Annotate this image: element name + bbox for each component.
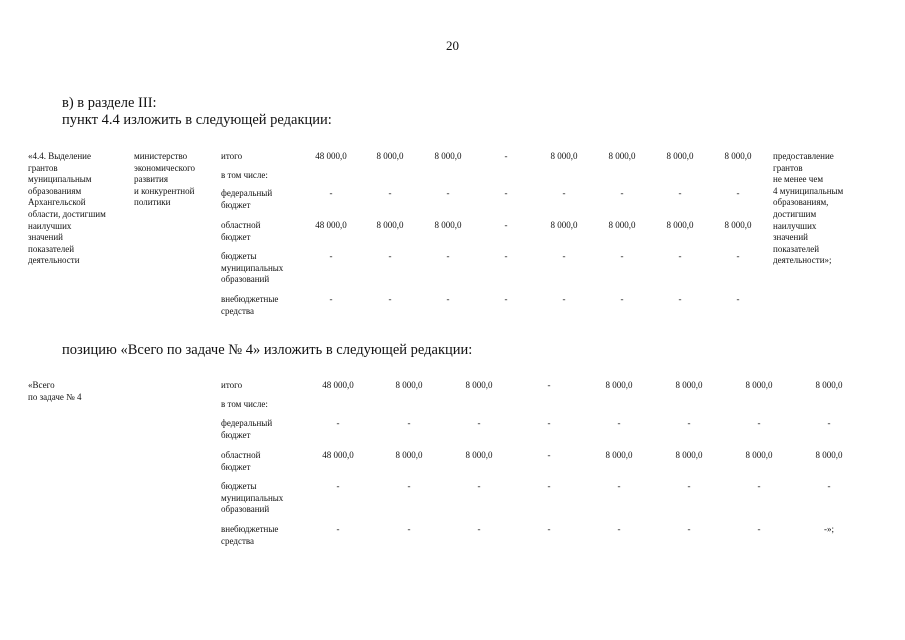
value-cell: - — [678, 294, 682, 304]
value-cell: - — [562, 251, 566, 261]
measure-cell: «4.4. Выделение грантов муниципальным образованиям Архангельской области, достигшим наилучших значений показателей деятельности — [28, 151, 106, 266]
value-cell: 8 000,0 — [815, 380, 843, 390]
value-cell: 8 000,0 — [608, 220, 636, 230]
row-label: итого — [221, 380, 243, 390]
row-label: областной бюджет — [221, 220, 261, 242]
value-cell: - — [617, 418, 621, 428]
value-cell: - — [477, 418, 481, 428]
row-label: бюджеты муниципальных образований — [221, 251, 284, 285]
value-cell: - — [336, 418, 340, 428]
value-cell: - — [617, 524, 621, 534]
value-cell: 8 000,0 — [376, 151, 404, 161]
value-cell: - — [504, 220, 508, 230]
value-cell: 8 000,0 — [434, 220, 462, 230]
value-cell: - — [687, 418, 691, 428]
value-cell: - — [477, 524, 481, 534]
value-cell: - — [757, 481, 761, 491]
section-heading: в) в разделе III: — [62, 95, 157, 111]
value-cell: - — [407, 418, 411, 428]
row-label: федеральный бюджет — [221, 418, 273, 440]
value-cell: - — [407, 524, 411, 534]
value-cell: - — [547, 450, 551, 460]
value-cell: - — [736, 188, 740, 198]
value-cell: 8 000,0 — [724, 151, 752, 161]
value-cell: 8 000,0 — [815, 450, 843, 460]
value-cell: - — [687, 524, 691, 534]
row-label: областной бюджет — [221, 450, 261, 472]
value-cell: - — [504, 294, 508, 304]
value-cell: - — [757, 524, 761, 534]
value-cell: 8 000,0 — [434, 151, 462, 161]
value-cell: - — [620, 294, 624, 304]
value-cell: 8 000,0 — [675, 450, 703, 460]
row-label: бюджеты муниципальных образований — [221, 481, 284, 515]
value-cell: - — [562, 188, 566, 198]
value-cell: 8 000,0 — [666, 151, 694, 161]
value-cell: 8 000,0 — [745, 450, 773, 460]
value-cell: 48 000,0 — [315, 220, 347, 230]
value-cell: 8 000,0 — [395, 380, 423, 390]
value-cell: 8 000,0 — [605, 380, 633, 390]
value-cell: 8 000,0 — [675, 380, 703, 390]
row-label: итого — [221, 151, 243, 161]
value-cell: - — [336, 524, 340, 534]
value-cell: - — [736, 251, 740, 261]
value-cell: - — [446, 251, 450, 261]
value-cell: - — [329, 188, 333, 198]
value-cell: - — [620, 188, 624, 198]
value-cell: - — [477, 481, 481, 491]
value-cell: - — [547, 380, 551, 390]
value-cell: 8 000,0 — [666, 220, 694, 230]
row-label: в том числе: — [221, 170, 268, 180]
value-cell: 48 000,0 — [322, 450, 354, 460]
value-cell: 48 000,0 — [322, 380, 354, 390]
total-title-cell: «Всего по задаче № 4 — [28, 380, 82, 402]
value-cell: - — [504, 251, 508, 261]
value-cell: 8 000,0 — [395, 450, 423, 460]
value-cell: - — [687, 481, 691, 491]
value-cell: -»; — [824, 524, 834, 534]
value-cell: - — [562, 294, 566, 304]
row-label: федеральный бюджет — [221, 188, 273, 210]
value-cell: 8 000,0 — [465, 450, 493, 460]
value-cell: - — [617, 481, 621, 491]
value-cell: - — [329, 251, 333, 261]
value-cell: - — [504, 151, 508, 161]
value-cell: - — [388, 188, 392, 198]
value-cell: 8 000,0 — [605, 450, 633, 460]
executor-cell: министерство экономического развития и конкурентной политики — [134, 151, 196, 208]
value-cell: - — [547, 481, 551, 491]
value-cell: - — [736, 294, 740, 304]
value-cell: - — [504, 188, 508, 198]
value-cell: - — [547, 524, 551, 534]
value-cell: 8 000,0 — [550, 151, 578, 161]
value-cell: - — [336, 481, 340, 491]
value-cell: - — [329, 294, 333, 304]
value-cell: 8 000,0 — [745, 380, 773, 390]
value-cell: 8 000,0 — [376, 220, 404, 230]
row-label: внебюджетные средства — [221, 524, 279, 546]
value-cell: - — [446, 188, 450, 198]
value-cell: - — [407, 481, 411, 491]
row-label: внебюджетные средства — [221, 294, 279, 316]
value-cell: 8 000,0 — [550, 220, 578, 230]
value-cell: - — [827, 418, 831, 428]
value-cell: 8 000,0 — [724, 220, 752, 230]
value-cell: - — [388, 251, 392, 261]
value-cell: 8 000,0 — [465, 380, 493, 390]
row-label: в том числе: — [221, 399, 268, 409]
page-number: 20 — [446, 38, 459, 53]
value-cell: - — [620, 251, 624, 261]
value-cell: 8 000,0 — [608, 151, 636, 161]
value-cell: 48 000,0 — [315, 151, 347, 161]
result-cell: предоставление грантов не менее чем 4 муниципальным образованиям, достигшим наилучших значений показателей деятельности»; — [773, 151, 844, 266]
value-cell: - — [757, 418, 761, 428]
value-cell: - — [547, 418, 551, 428]
total-heading: позицию «Всего по задаче № 4» изложить в следующей редакции: — [62, 342, 473, 358]
point-heading: пункт 4.4 изложить в следующей редакции: — [62, 112, 332, 128]
value-cell: - — [446, 294, 450, 304]
value-cell: - — [827, 481, 831, 491]
value-cell: - — [678, 188, 682, 198]
value-cell: - — [388, 294, 392, 304]
value-cell: - — [678, 251, 682, 261]
